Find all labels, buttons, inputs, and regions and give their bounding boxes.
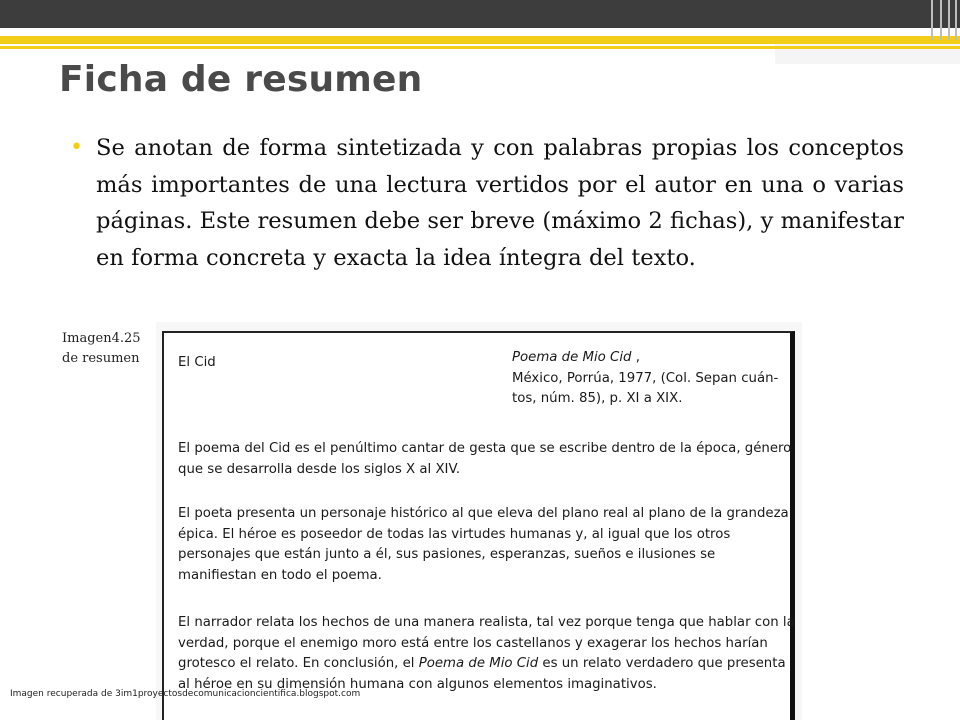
image-source: Imagen recuperada de 3im1proyectosdecomunicacioncientifica.blogspot.com xyxy=(10,689,361,699)
reference-line: México, Porrúa, 1977, (Col. Sepan cuán- xyxy=(512,370,779,386)
summary-card-image xyxy=(156,322,802,720)
paragraph-text: es un relato verdadero que presenta al héroe en su dimensión humana con algunos elementos imaginativos. xyxy=(178,656,786,692)
reference-title-suffix: , xyxy=(631,350,640,365)
reference-line: tos, núm. 85), p. XI a XIX. xyxy=(512,391,683,406)
caption-line: Imagen4.25 xyxy=(62,331,141,346)
decor-line xyxy=(948,0,950,40)
decor-line xyxy=(931,0,933,40)
card-heading: El Cid xyxy=(178,355,216,370)
bullet-text: Se anotan de forma sintetizada y con palabras propias los conceptos más importantes de una lectura vertidos por el autor en una o varias páginas. Este resumen debe ser breve (máximo 2 fichas), y manifestar en forma concreta y exacta la idea íntegra del texto. xyxy=(96,135,904,271)
accent-stripe xyxy=(0,36,960,44)
caption-line: de resumen xyxy=(62,351,140,366)
reference-title: Poema de Mio Cid xyxy=(512,350,632,365)
paragraph-text: El narrador relata los hechos de una manera realista, tal vez porque tenga que hablar con la verdad, porque el enemigo moro está entre los castellanos y exagerar los hechos harían grotesco el relato. En conclusión, el xyxy=(178,615,795,671)
card-paragraph: El poeta presenta un personaje histórico al que eleva del plano real al plano de la grandeza épica. El héroe es poseedor de todas las virtudes humanas y, al igual que los otros personajes que están junto a él, sus pasiones, esperanzas, sueños e ilusiones se manifiestan en todo el poema. xyxy=(178,506,789,583)
slide-title: Ficha de resumen xyxy=(59,59,423,100)
decor-line xyxy=(940,0,942,40)
paragraph-italic: Poema de Mio Cid xyxy=(418,656,539,671)
card-paragraph: El poema del Cid es el penúltimo cantar de gesta que se escribe dentro de la época, género que se desarrolla desde los siglos X al XIV. xyxy=(178,441,792,477)
decor-line xyxy=(955,0,957,40)
image-caption xyxy=(62,329,141,369)
bullet-icon: • xyxy=(70,135,83,160)
card-paragraph xyxy=(178,613,796,695)
top-bar xyxy=(0,0,960,28)
reference-line xyxy=(512,348,802,369)
accent-stripe-thin xyxy=(0,46,960,49)
card-reference xyxy=(512,348,802,410)
card-frame xyxy=(162,331,795,720)
